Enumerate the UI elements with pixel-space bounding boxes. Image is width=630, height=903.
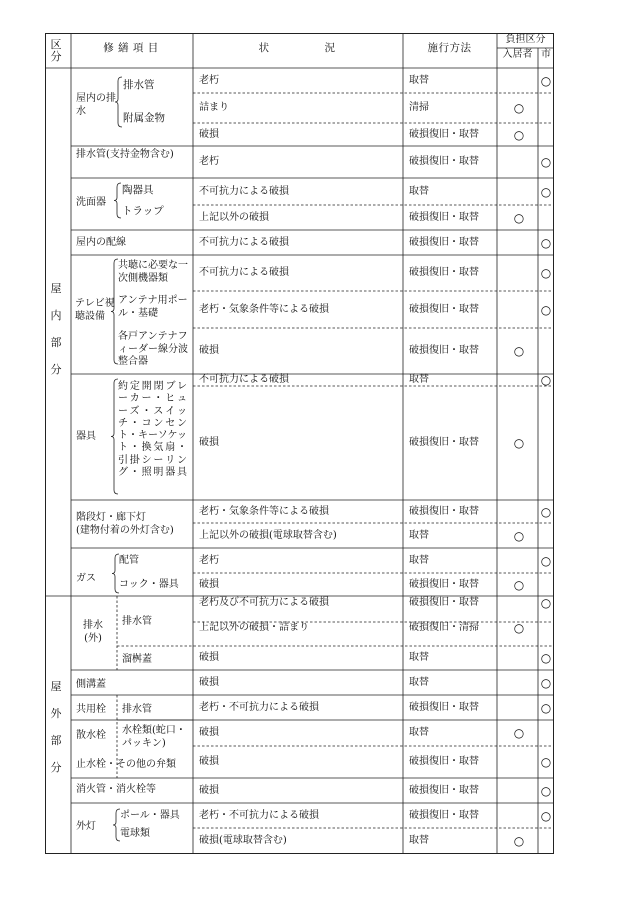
row-situation: 破損 <box>199 652 219 663</box>
row-method: 取替 <box>409 74 429 86</box>
item-shared-faucet: 共用栓 <box>76 704 106 715</box>
row-method: 取替 <box>409 374 429 385</box>
item-gas-cock: コック・器具 <box>119 579 179 590</box>
row-method: 破損復旧・取替 <box>409 437 479 448</box>
row-method: 取替 <box>409 676 429 688</box>
city-mark: ○ <box>540 783 552 798</box>
row-situation: 老朽及び不可抗力による破損 <box>199 597 329 608</box>
row-situation: 破損 <box>199 128 219 140</box>
item-drain-fittings: 附属金物 <box>123 112 165 124</box>
brace-indoor-drain <box>115 77 122 127</box>
row-method: 破損復旧・取替 <box>409 156 479 167</box>
item-drain-pipe: 排水管 <box>123 79 155 91</box>
city-mark: ○ <box>540 184 552 199</box>
row-method: 破損復旧・取替 <box>409 701 479 713</box>
resident-mark: ○ <box>513 834 525 848</box>
item-indoor-wiring: 屋内の配線 <box>76 237 126 248</box>
resident-mark: ○ <box>513 344 525 358</box>
item-faucets: 水栓類(蛇口・パッキン) <box>122 725 186 749</box>
resident-mark: ○ <box>513 577 525 592</box>
item-bulbs: 電球類 <box>120 828 150 839</box>
row-method: 破損復旧・清掃 <box>409 622 479 633</box>
row-situation: 不可抗力による破損 <box>199 267 289 278</box>
row-situation: 老朽・気象条件等による破損 <box>199 505 329 517</box>
item-tv-antenna: アンテナ用ポール・基礎 <box>118 295 188 319</box>
item-fire-pipe: 消火管・消火栓等 <box>76 784 156 795</box>
city-mark: ○ <box>540 73 552 88</box>
city-mark: ○ <box>540 755 552 769</box>
row-method: 取替 <box>409 652 429 663</box>
row-method: 取替 <box>409 185 429 197</box>
resident-mark: ○ <box>513 528 525 543</box>
row-method: 破損復旧・取替 <box>409 128 479 140</box>
city-mark: ○ <box>540 596 552 610</box>
item-outdoor-drain-sub: (外) <box>84 633 102 644</box>
item-tv-group: テレビ視聴設備 <box>75 298 115 322</box>
row-situation: 破損 <box>199 784 219 796</box>
city-mark: ○ <box>540 808 552 823</box>
row-method: 破損復旧・取替 <box>409 303 479 315</box>
item-tv-primary: 共聴に必要な一次側機器類 <box>118 260 188 284</box>
header-situation: 状 況 <box>258 42 336 54</box>
item-outdoor-drain: 排水 <box>83 620 103 631</box>
item-washbasin: 洗面器 <box>76 197 106 208</box>
header-burden: 負担区分 <box>505 34 546 45</box>
section-outdoor: 屋 外 部 分 <box>50 680 62 774</box>
resident-mark: ○ <box>513 210 525 225</box>
row-method: 破損復旧・取替 <box>409 345 479 356</box>
brace-washbasin <box>114 183 121 218</box>
item-appliances: 器具 <box>76 431 96 442</box>
row-situation: 老朽・不可抗力による破損 <box>199 701 319 713</box>
repair-responsibility-table <box>45 33 554 854</box>
row-method: 破損復旧・取替 <box>409 267 479 278</box>
item-ceramic: 陶器具 <box>122 184 154 196</box>
city-mark: ○ <box>540 373 552 387</box>
row-situation: 破損 <box>199 676 219 688</box>
row-situation: 破損 <box>199 578 219 590</box>
city-mark: ○ <box>540 553 552 568</box>
row-method: 取替 <box>409 835 429 846</box>
row-situation: 老朽 <box>199 74 219 86</box>
header-resident: 入居者 <box>502 49 533 60</box>
city-mark: ○ <box>540 302 552 317</box>
item-appliance-list: 約定開閉ブレーカー・ヒューズ・スイッチ・コンセント・キーソケット・換気扇・引掛シーリング・照明器具 <box>118 381 187 479</box>
city-mark: ○ <box>540 155 552 169</box>
city-mark: ○ <box>540 266 552 280</box>
city-mark: ○ <box>540 675 552 690</box>
item-gutter-lid: 側溝蓋 <box>76 679 106 690</box>
row-situation: 老朽・気象条件等による破損 <box>199 303 329 315</box>
row-situation: 破損 <box>199 727 219 738</box>
item-gas-pipe: 配管 <box>119 555 139 566</box>
row-situation: 上記以外の破損 <box>199 211 269 223</box>
row-method: 破損復旧・取替 <box>409 578 479 590</box>
row-situation: 老朽 <box>199 554 219 566</box>
row-method: 破損復旧・取替 <box>409 784 479 796</box>
city-mark: ○ <box>540 700 552 715</box>
header-item: 修 繕 項 目 <box>103 42 159 54</box>
item-gas: ガス <box>76 573 96 584</box>
row-situation: 不可抗力による破損 <box>199 374 289 385</box>
row-method: 破損復旧・取替 <box>409 236 479 248</box>
item-stair-lights: 階段灯・廊下灯 <box>76 512 146 523</box>
resident-mark: ○ <box>513 621 525 635</box>
brace-gas <box>112 554 119 593</box>
city-mark: ○ <box>540 504 552 519</box>
item-catch-basin-lid: 溜桝蓋 <box>122 654 152 665</box>
resident-mark: ○ <box>513 436 525 450</box>
city-mark: ○ <box>540 235 552 250</box>
brace-appliances <box>111 379 118 494</box>
row-method: 破損復旧・取替 <box>409 211 479 223</box>
row-method: 破損復旧・取替 <box>409 505 479 517</box>
row-method: 破損復旧・取替 <box>409 756 479 767</box>
row-situation: 破損 <box>199 345 219 356</box>
item-faucet-drain-pipe: 排水管 <box>122 704 152 715</box>
row-situation: 不可抗力による破損 <box>199 185 289 197</box>
item-outdoor-light: 外灯 <box>76 821 96 832</box>
city-mark: ○ <box>540 651 552 665</box>
row-situation: 老朽 <box>199 156 219 167</box>
item-stair-lights-note: (建物付着の外灯含む) <box>76 525 174 536</box>
item-pole-fixtures: ポール・器具 <box>120 810 180 821</box>
item-drain-pipe-support: 排水管(支持金物含む) <box>76 149 174 160</box>
row-method: 取替 <box>409 554 429 566</box>
resident-mark: ○ <box>513 101 525 115</box>
row-method: 清掃 <box>409 102 429 113</box>
row-situation: 上記以外の破損(電球取替含む) <box>199 529 337 541</box>
item-stop-valve: 止水栓・その他の弁類 <box>76 759 176 770</box>
row-situation: 破損(電球取替含む) <box>199 835 287 846</box>
section-indoor: 屋 内 部 分 <box>50 282 62 376</box>
item-outdoor-drain-pipe: 排水管 <box>122 616 152 627</box>
resident-mark: ○ <box>513 127 525 142</box>
row-situation: 破損 <box>199 437 219 448</box>
header-kubun: 区 分 <box>50 38 62 63</box>
row-method: 破損復旧・取替 <box>409 809 479 821</box>
resident-mark: ○ <box>513 726 525 740</box>
row-situation: 老朽・不可抗力による破損 <box>199 809 319 821</box>
row-situation: 上記以外の破損・詰まり <box>199 622 309 633</box>
item-indoor-drain: 屋内の排水 <box>76 93 116 117</box>
header-city: 市 <box>541 49 551 60</box>
row-situation: 破損 <box>199 756 219 767</box>
row-method: 取替 <box>409 727 429 738</box>
row-method: 破損復旧・取替 <box>409 597 479 608</box>
brace-outdoor-light <box>113 809 120 841</box>
header-method: 施行方法 <box>427 42 472 54</box>
row-method: 取替 <box>409 529 429 541</box>
item-trap: トラップ <box>122 205 164 217</box>
item-tv-feeder: 各戸アンテナフィーダー線分波整合器 <box>118 331 188 367</box>
row-situation: 詰まり <box>199 102 229 113</box>
row-situation: 不可抗力による破損 <box>199 236 289 248</box>
item-sprinkle-faucet: 散水栓 <box>76 730 106 741</box>
